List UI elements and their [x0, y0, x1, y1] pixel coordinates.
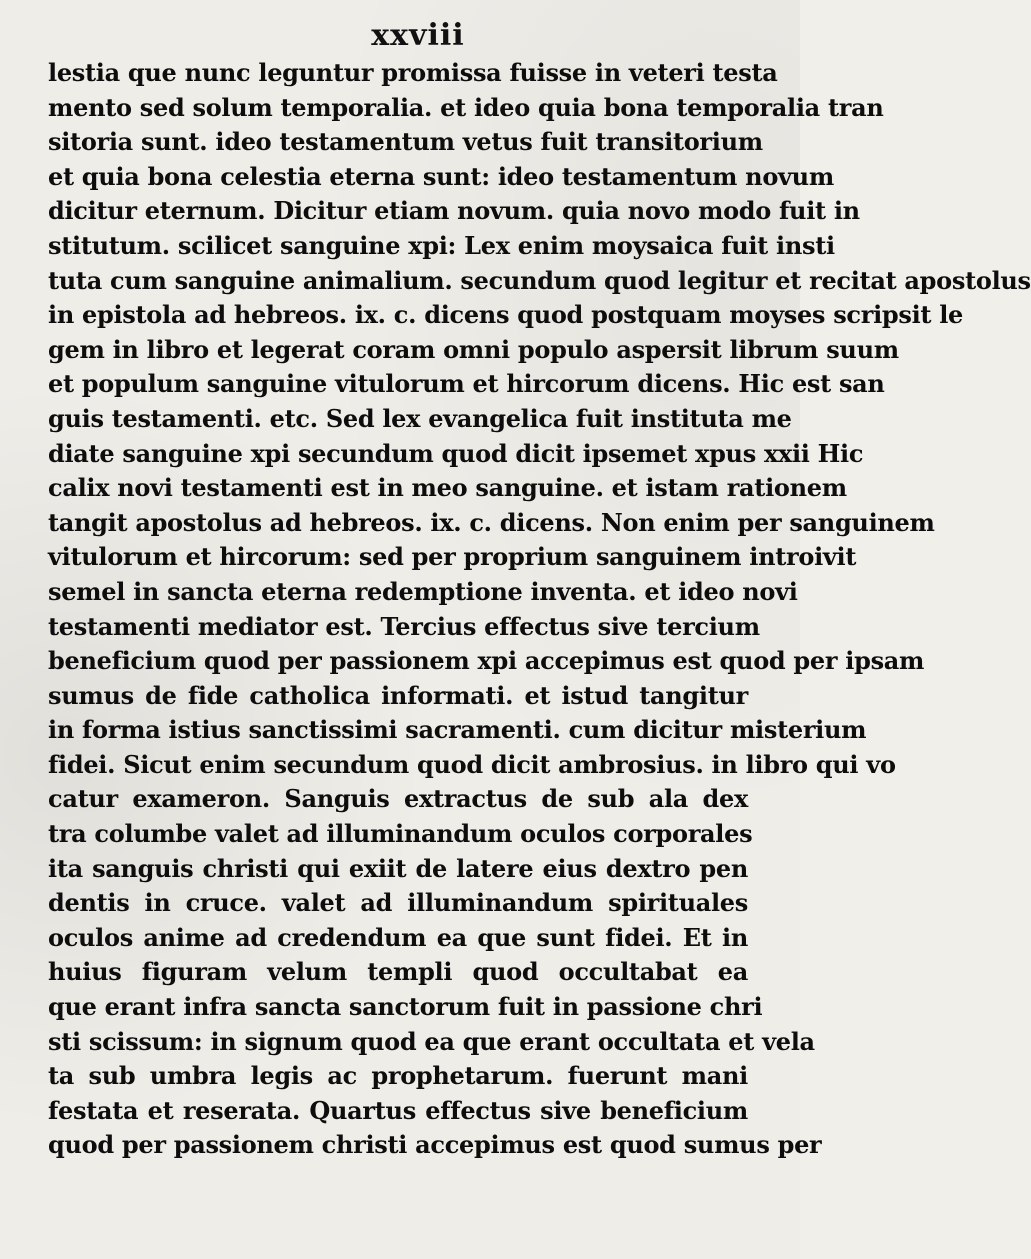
text-line: lestia que nunc leguntur promissa fuisse in veteri testa [48, 58, 778, 87]
text-line: tra columbe valet ad illuminandum oculos corporales [48, 819, 753, 849]
folio-number: xxviii [371, 18, 465, 53]
text-line: sitoria sunt. ideo testamentum vetus fuit transitorium [48, 127, 763, 157]
text-line: fidei. Sicut enim secundum quod dicit ambrosius. in libro qui vo [48, 749, 896, 779]
text-line: huius figuram velum templi quod occultabat ea [48, 957, 748, 987]
text-line: mento sed solum temporalia. et ideo quia bona temporalia tran [48, 92, 884, 122]
text-line: tuta cum sanguine animalium. secundum quod legitur et recitat apostolus [48, 265, 1031, 295]
text-line: guis testamenti. etc. Sed lex evangelica fuit instituta me [48, 403, 792, 433]
text-line: festata et reserata. Quartus effectus sive beneficium [48, 1095, 748, 1125]
text-line: vitulorum et hircorum: sed per proprium sanguinem introivit [48, 542, 857, 572]
text-line: sti scissum: in signum quod ea que erant occultata et vela [48, 1026, 815, 1056]
text-line: diate sanguine xpi secundum quod dicit ipsemet xpus xxii Hic [48, 438, 864, 468]
text-line: beneficium quod per passionem xpi accepimus est quod per ipsam [48, 646, 925, 676]
text-line: tangit apostolus ad hebreos. ix. c. dicens. Non enim per sanguinem [48, 507, 935, 537]
text-line: dicitur eternum. Dicitur etiam novum. quia novo modo fuit in [48, 196, 860, 226]
text-line: sumus de fide catholica informati. et istud tangitur [48, 680, 748, 710]
text-line: oculos anime ad credendum ea que sunt fidei. Et in [48, 922, 748, 952]
text-line: testamenti mediator est. Tercius effectus sive tercium [48, 611, 760, 641]
text-line: calix novi testamenti est in meo sanguine. et istam rationem [48, 473, 847, 503]
text-block [48, 56, 1031, 1163]
text-line: stitutum. scilicet sanguine xpi: Lex enim moysaica fuit insti [48, 230, 835, 260]
text-line: ita sanguis christi qui exiit de latere eius dextro pen [48, 853, 748, 883]
text-line: gem in libro et legerat coram omni populo aspersit librum suum [48, 334, 899, 364]
text-line: et quia bona celestia eterna sunt: ideo testamentum novum [48, 161, 834, 191]
text-line: que erant infra sancta sanctorum fuit in passione chri [48, 992, 763, 1022]
text-line: et populum sanguine vitulorum et hircorum dicens. Hic est san [48, 369, 885, 399]
text-line: in epistola ad hebreos. ix. c. dicens quod postquam moyses scripsit le [48, 300, 964, 330]
text-line: semel in sancta eterna redemptione inventa. et ideo novi [48, 576, 798, 606]
text-line: catur exameron. Sanguis extractus de sub ala dex [48, 784, 748, 814]
text-line: ta sub umbra legis ac prophetarum. fuerunt mani [48, 1061, 748, 1091]
text-line: quod per passionem christi accepimus est quod sumus per [48, 1130, 822, 1160]
text-line: dentis in cruce. valet ad illuminandum spirituales [48, 888, 748, 918]
text-line: in forma istius sanctissimi sacramenti. cum dicitur misterium [48, 715, 867, 745]
